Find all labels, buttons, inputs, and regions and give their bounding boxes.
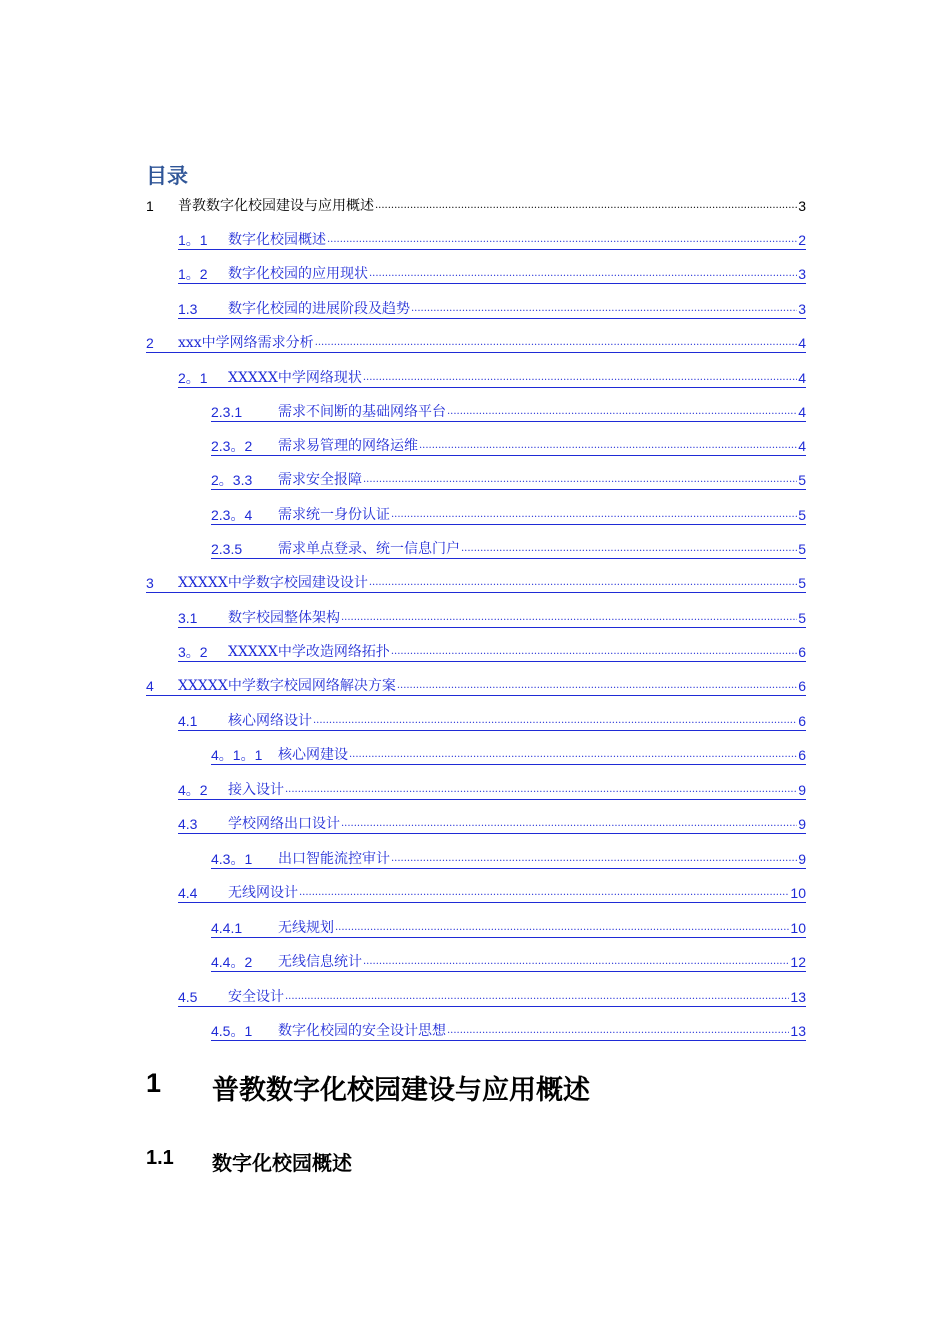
toc-entry[interactable]: 3 XXXXX中学数字校园建设设计 ..... 5 <box>146 570 806 593</box>
toc-entry[interactable]: 2。3.3 需求安全报障 ..... 5 <box>211 467 806 490</box>
toc-entry[interactable]: 3。2 XXXXX中学改造网络拓扑 ..... 6 <box>178 639 806 662</box>
toc-entry[interactable]: 2.3.1 需求不间断的基础网络平台 ..... 4 <box>211 399 806 422</box>
toc-entry[interactable]: 2 xxx中学网络需求分析 ..... 4 <box>146 330 806 353</box>
toc-entry[interactable]: 4.4.1 无线规划 ..... 10 <box>211 915 806 938</box>
toc-entry[interactable]: 2.3.5 需求单点登录、统一信息门户 ..... 5 <box>211 536 806 559</box>
section-heading-1-1: 1.1 数字化校园概述 <box>146 1147 352 1175</box>
toc-entry[interactable]: 4。1。1 核心网建设 ..... 6 <box>211 742 806 765</box>
toc-entry[interactable]: 4.4 无线网设计 ..... 10 <box>178 880 806 903</box>
toc-entry[interactable]: 1。1 数字化校园概述 ..... 2 <box>178 227 806 250</box>
toc-entry[interactable]: 4.1 核心网络设计 ..... 6 <box>178 708 806 731</box>
toc-entry[interactable]: 2。1 XXXXX中学网络现状 ..... 4 <box>178 365 806 388</box>
toc-entry[interactable]: 4.4。2 无线信息统计 ..... 12 <box>211 949 806 972</box>
toc-entry[interactable]: 4.3 学校网络出口设计 ..... 9 <box>178 811 806 834</box>
toc-entry[interactable]: 4 XXXXX中学数字校园网络解决方案 ..... 6 <box>146 673 806 696</box>
section-heading-1: 1 普教数字化校园建设与应用概述 <box>146 1068 590 1106</box>
toc-entry[interactable]: 2.3。2 需求易管理的网络运维 ..... 4 <box>211 433 806 456</box>
toc-entry[interactable]: 1 普教数字化校园建设与应用概述 ..... 3 <box>146 193 806 215</box>
toc-entry[interactable]: 4。2 接入设计 ..... 9 <box>178 777 806 800</box>
toc-heading: 目录 <box>146 164 188 188</box>
toc-entry[interactable]: 1。2 数字化校园的应用现状 ..... 3 <box>178 261 806 284</box>
toc-entry[interactable]: 4.5。1 数字化校园的安全设计思想 ..... 13 <box>211 1018 806 1041</box>
toc-entry[interactable]: 3.1 数字校园整体架构 ..... 5 <box>178 605 806 628</box>
toc-entry[interactable]: 4.5 安全设计 ..... 13 <box>178 984 806 1007</box>
toc-entry[interactable]: 4.3。1 出口智能流控审计 ..... 9 <box>211 846 806 869</box>
toc-entry[interactable]: 2.3。4 需求统一身份认证 ..... 5 <box>211 502 806 525</box>
toc-entry[interactable]: 1.3 数字化校园的进展阶段及趋势 ..... 3 <box>178 296 806 319</box>
